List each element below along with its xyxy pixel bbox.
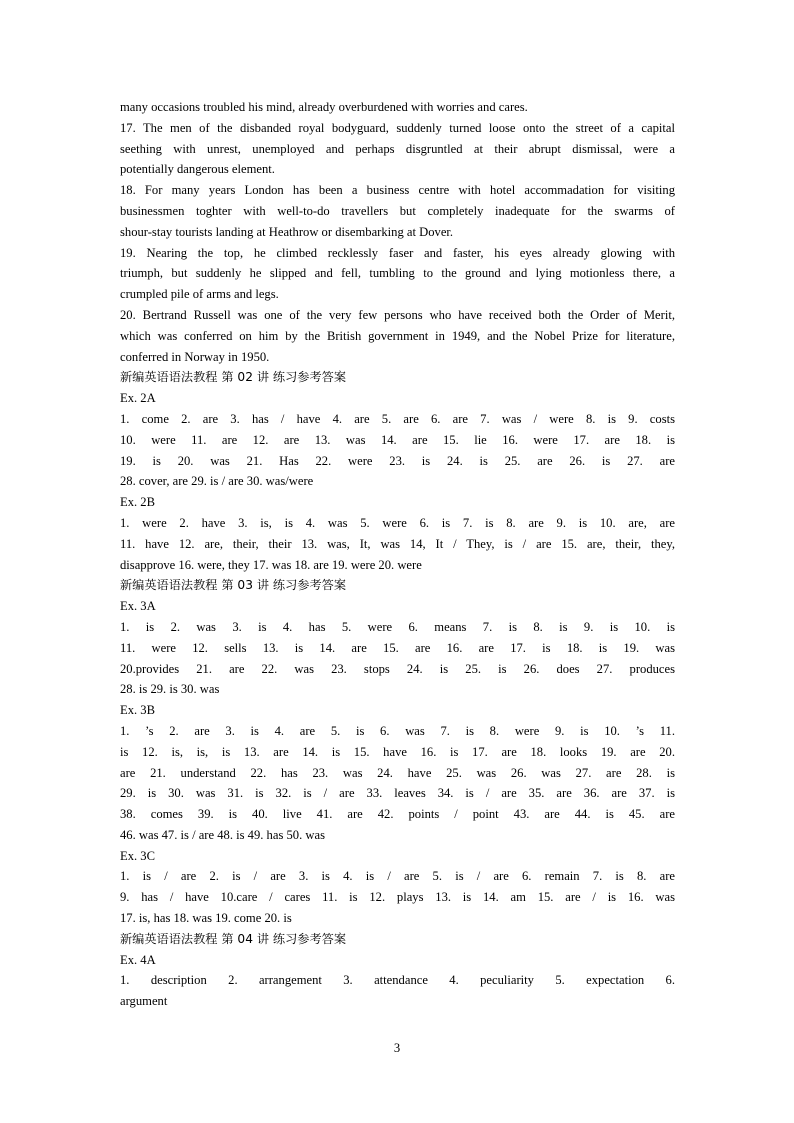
answer-line: are 21. understand 22. has 23. was 24. have 25. was 26. was 27. are 28. is <box>120 765 675 780</box>
answer-line: is 12. is, is, is 13. are 14. is 15. have 16. is 17. are 18. looks 19. are 20. <box>120 744 675 759</box>
answer-line: 1. come 2. are 3. has / have 4. are 5. are 6. are 7. was / were 8. is 9. costs <box>120 411 675 426</box>
text-line: seething with unrest, unemployed and perhaps disgruntled at their abrupt dismissal, were a <box>120 141 675 156</box>
answer-line: argument <box>120 994 168 1009</box>
text-line: shour-stay tourists landing at Heathrow or disembarking at Dover. <box>120 224 454 239</box>
text-line: 18. For many years London has been a business centre with hotel accommadation for visiting <box>120 183 675 198</box>
text-line: potentially dangerous element. <box>120 162 275 177</box>
text-line: 17. The men of the disbanded royal bodyguard, suddenly turned loose onto the street of a capital <box>120 120 675 135</box>
answer-line: 1. is / are 2. is / are 3. is 4. is / are 5. is / are 6. remain 7. is 8. are <box>120 869 675 884</box>
answer-line: 17. is, has 18. was 19. come 20. is <box>120 911 292 926</box>
exercise-3b <box>120 700 675 846</box>
text-line: 19. Nearing the top, he climbed recklessly faser and faster, his eyes already glowing with <box>120 245 675 260</box>
answer-line: 28. cover, are 29. is / are 30. was/were <box>120 474 314 489</box>
section-lecture-02 <box>120 367 675 575</box>
paragraph-19 <box>120 243 675 305</box>
answer-line: 11. were 12. sells 13. is 14. are 15. are 16. are 17. is 18. is 19. was <box>120 640 675 655</box>
paragraph-20 <box>120 305 675 367</box>
exercise-4a <box>120 950 675 1012</box>
section-lecture-03 <box>120 575 675 929</box>
answer-line: 29. is 30. was 31. is 32. is / are 33. leaves 34. is / are 35. are 36. are 37. is <box>120 786 675 801</box>
text-line: businessmen toghter with well-to-do travellers but completely inadequate for the swarms of <box>120 203 675 218</box>
text-line: triumph, but suddenly he slipped and fell, tumbling to the ground and lying motionless there, a <box>120 266 675 281</box>
page-number: 3 <box>393 1041 401 1055</box>
exercise-3a <box>120 596 675 700</box>
text-line: which was conferred on him by the British government in 1949, and the Nobel Prize for literature, <box>120 328 675 343</box>
answer-line: 11. have 12. are, their, their 13. was, It, was 14, It / They, is / are 15. are, their, they, <box>120 536 675 551</box>
text-line: many occasions troubled his mind, already overburdened with worries and cares. <box>120 100 528 114</box>
answer-line: 1. were 2. have 3. is, is 4. was 5. were 6. is 7. is 8. are 9. is 10. are, are <box>120 515 675 530</box>
answer-line: 1. description 2. arrangement 3. attendance 4. peculiarity 5. expectation 6. <box>120 973 675 988</box>
answer-line: 46. was 47. is / are 48. is 49. has 50. was <box>120 827 325 842</box>
paragraph-16-continuation <box>120 97 675 118</box>
text-line: crumpled pile of arms and legs. <box>120 287 279 302</box>
exercise-label: Ex. 2B <box>120 495 155 510</box>
section-heading: 新编英语语法教程 第 04 讲 练习参考答案 <box>120 931 347 946</box>
paragraph-17 <box>120 118 675 180</box>
exercise-label: Ex. 3B <box>120 703 155 718</box>
exercise-3c <box>120 846 675 929</box>
answer-line: 20.provides 21. are 22. was 23. stops 24. is 25. is 26. does 27. produces <box>120 661 675 676</box>
answer-line: 28. is 29. is 30. was <box>120 682 220 697</box>
document-body <box>120 97 675 1012</box>
answer-line: 38. comes 39. is 40. live 41. are 42. points / point 43. are 44. is 45. are <box>120 807 675 822</box>
text-line: 20. Bertrand Russell was one of the very few persons who have received both the Order of Merit, <box>120 307 675 322</box>
answer-line: 10. were 11. are 12. are 13. was 14. are 15. lie 16. were 17. are 18. is <box>120 432 675 447</box>
exercise-label: Ex. 4A <box>120 952 156 967</box>
exercise-2b <box>120 492 675 575</box>
exercise-label: Ex. 2A <box>120 391 156 406</box>
section-lecture-04 <box>120 929 675 1012</box>
paragraph-18 <box>120 180 675 242</box>
answer-line: disapprove 16. were, they 17. was 18. are 19. were 20. were <box>120 557 422 572</box>
answer-line: 1. is 2. was 3. is 4. has 5. were 6. means 7. is 8. is 9. is 10. is <box>120 619 675 634</box>
section-heading: 新编英语语法教程 第 03 讲 练习参考答案 <box>120 578 347 593</box>
answer-line: 1. ’s 2. are 3. is 4. are 5. is 6. was 7. is 8. were 9. is 10. ’s 11. <box>120 723 675 738</box>
answer-line: 19. is 20. was 21. Has 22. were 23. is 24. is 25. are 26. is 27. are <box>120 453 675 468</box>
exercise-label: Ex. 3A <box>120 599 156 614</box>
exercise-2a <box>120 388 675 492</box>
answer-line: 9. has / have 10.care / cares 11. is 12. plays 13. is 14. am 15. are / is 16. was <box>120 890 675 905</box>
section-heading: 新编英语语法教程 第 02 讲 练习参考答案 <box>120 370 347 385</box>
exercise-label: Ex. 3C <box>120 848 155 863</box>
text-line: conferred in Norway in 1950. <box>120 349 270 364</box>
